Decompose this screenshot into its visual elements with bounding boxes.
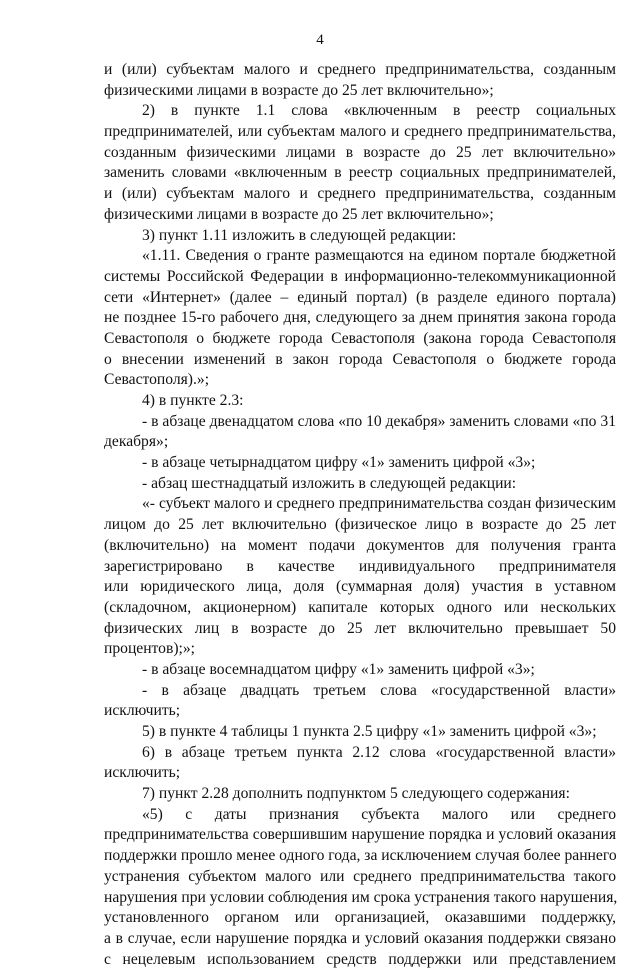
text-line: физическими лицами в возрасте до 25 лет включительно»; (104, 205, 494, 223)
text-line: - в абзаце восемнадцатом цифру «1» заменить цифрой «3»; (142, 660, 535, 678)
text-line: процентов);»; (104, 640, 195, 658)
text-line: (складочном, акционерном) капитале которых одного или нескольких (104, 598, 616, 616)
text-line: 7) пункт 2.28 дополнить подпунктом 5 следующего содержания: (142, 785, 570, 803)
text-line: декабря»; (104, 433, 169, 451)
text-line: 2) в пункте 1.1 слова «включенным в реестр социальных (142, 102, 616, 120)
text-line: предпринимателей, или субъектам малого и среднего предпринимательства, (104, 123, 616, 141)
text-line: - в абзаце четырнадцатом цифру «1» заменить цифрой «3»; (142, 454, 536, 472)
text-line: или юридического лица, доля (суммарная доля) участия в уставном (104, 578, 616, 596)
text-line: созданным физическими лицами в возрасте до 25 лет включительно» (104, 143, 616, 161)
text-line: с нецелевым использованием средств поддержки или представлением (104, 950, 616, 968)
text-line: предпринимательства совершившим нарушение порядка и условий оказания (104, 826, 616, 844)
text-line: нарушения при условии соблюдения им срока устранения такого нарушения, (104, 888, 618, 906)
text-line: сети «Интернет» (далее – единый портал) (в разделе единого портала) (104, 288, 616, 306)
text-line: не позднее 15-го рабочего дня, следующего за днем принятия закона города (104, 309, 616, 327)
text-line: (включительно) на момент подачи документов для получения гранта (104, 536, 616, 554)
text-line: поддержки прошло менее одного года, за исключением случая более раннего (104, 847, 617, 865)
text-line: - в абзаце двенадцатом слова «по 10 декабря» заменить словами «по 31 (142, 412, 616, 430)
document-body (104, 60, 616, 970)
text-line: физических лиц в возрасте до 25 лет включительно превышает 50 (104, 619, 616, 637)
text-line: а в случае, если нарушение порядка и условий оказания поддержки связано (104, 929, 616, 947)
text-line: исключить; (104, 764, 181, 782)
text-line: 6) в абзаце третьем пункта 2.12 слова «государственной власти» (142, 743, 616, 761)
text-line: «- субъект малого и среднего предпринимательства создан физическим (142, 495, 616, 513)
text-line: устранения субъектом малого или среднего предпринимательства такого (104, 867, 616, 885)
text-line: заменить словами «включенным в реестр социальных предпринимателей, (104, 164, 616, 182)
text-line: и (или) субъектам малого и среднего предпринимательства, созданным (104, 61, 616, 78)
text-line: зарегистрировано в качестве индивидуального предпринимателя (104, 557, 616, 575)
text-line: - абзац шестнадцатый изложить в следующей редакции: (142, 474, 517, 492)
text-line: о внесении изменений в закон города Севастополя о бюджете города (104, 350, 616, 368)
text-line: 5) в пункте 4 таблицы 1 пункта 2.5 цифру «1» заменить цифрой «3»; (142, 723, 597, 740)
text-line: системы Российской Федерации в информационно-телекоммуникационной (104, 267, 616, 285)
text-line: «5) с даты признания субъекта малого или среднего (142, 805, 616, 823)
text-line: 4) в пункте 2.3: (142, 392, 244, 409)
text-line: 3) пункт 1.11 изложить в следующей редакции: (142, 226, 457, 244)
text-line: Севастополя).»; (104, 371, 210, 389)
text-line: физическими лицами в возрасте до 25 лет включительно»; (104, 81, 494, 99)
text-line: и (или) субъектам малого и среднего предпринимательства, созданным (104, 185, 616, 203)
text-line: Севастополя о бюджете города Севастополя (закона города Севастополя (104, 329, 616, 347)
text-line: установленного органом или организацией, оказавшими поддержку, (104, 909, 616, 927)
text-line: - в абзаце двадцать третьем слова «государственной власти» (142, 681, 616, 699)
page-number: 4 (316, 32, 324, 48)
text-line: лицом до 25 лет включительно (физическое лицо в возрасте до 25 лет (104, 516, 616, 534)
text-line: «1.11. Сведения о гранте размещаются на едином портале бюджетной (142, 247, 616, 265)
text-line: исключить; (104, 702, 181, 720)
